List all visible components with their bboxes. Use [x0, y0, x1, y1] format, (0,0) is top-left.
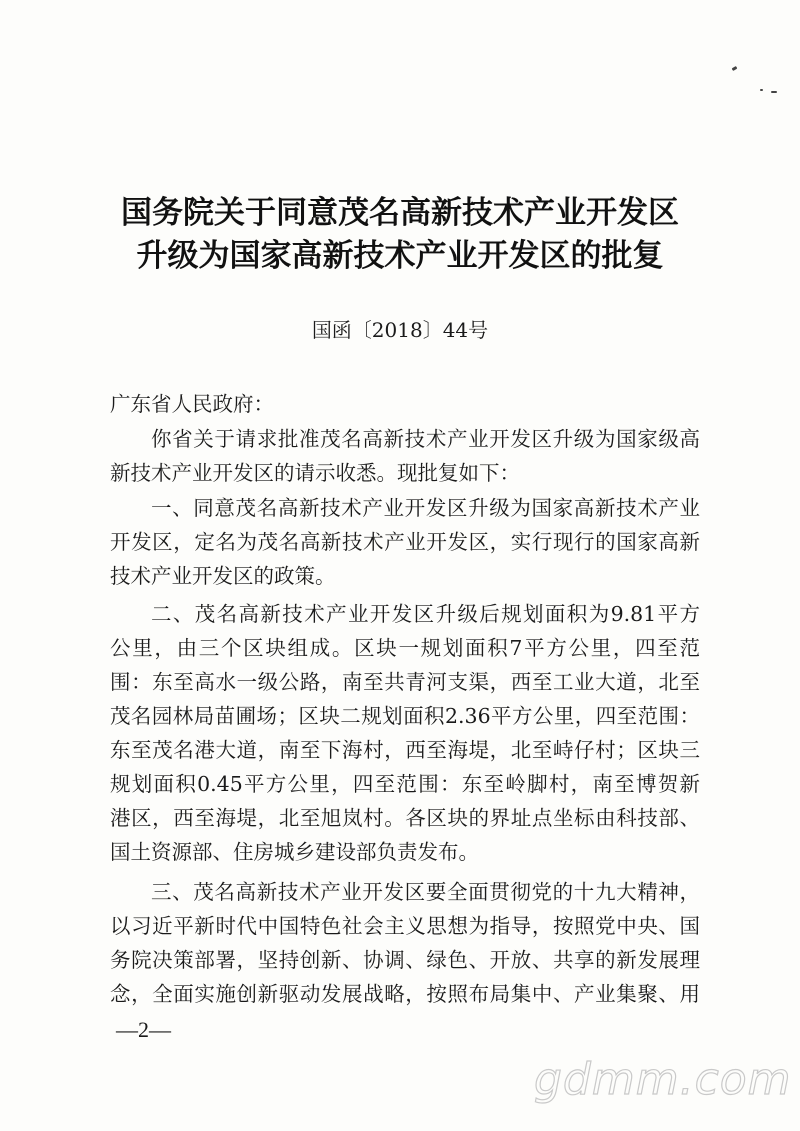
paragraph-line: 茂名园林局苗圃场；区块二规划面积2.36平方公里，四至范围：: [110, 704, 700, 728]
scan-speck: [771, 91, 777, 93]
scan-speck: [760, 89, 763, 91]
scan-speck: [732, 66, 738, 71]
paragraph-line: 以习近平新时代中国特色社会主义思想为指导，按照党中央、国: [110, 914, 700, 938]
document-title-line-2: 升级为国家高新技术产业开发区的批复: [136, 238, 664, 274]
salutation: 广东省人民政府：: [110, 392, 274, 416]
paragraph-line: 东至茂名港大道，南至下海村，西至海堤，北至峙仔村；区块三: [110, 738, 700, 762]
document-title-line-1: 国务院关于同意茂名高新技术产业开发区: [121, 195, 679, 231]
paragraph-line: 公里，由三个区块组成。区块一规划面积7平方公里，四至范: [110, 636, 700, 660]
paragraph-line: 围：东至高水一级公路，南至共青河支渠，西至工业大道，北至: [110, 670, 700, 694]
paragraph-line: 二、茂名高新技术产业开发区升级后规划面积为9.81平方: [151, 602, 700, 626]
site-watermark: gdmm.com: [534, 1054, 792, 1105]
paragraph-line: 港区，西至海堤，北至旭岚村。各区块的界址点坐标由科技部、: [110, 806, 700, 830]
document-number: 国函〔2018〕44号: [311, 318, 489, 342]
paragraph-line: 新技术产业开发区的请示收悉。现批复如下：: [110, 461, 520, 485]
paragraph-line: 规划面积0.45平方公里，四至范围：东至岭脚村，南至博贺新: [110, 772, 700, 796]
paragraph-line: 技术产业开发区的政策。: [110, 564, 336, 588]
paragraph-line: 你省关于请求批准茂名高新技术产业开发区升级为国家级高: [151, 427, 700, 451]
paragraph-line: 念，全面实施创新驱动发展战略，按照布局集中、产业集聚、用: [110, 982, 700, 1006]
paragraph-line: 一、同意茂名高新技术产业开发区升级为国家高新技术产业: [151, 496, 700, 520]
paragraph-line: 国土资源部、住房城乡建设部负责发布。: [110, 840, 479, 864]
page-number: —2—: [116, 1017, 171, 1042]
paragraph-line: 务院决策部署，坚持创新、协调、绿色、开放、共享的新发展理: [110, 948, 700, 972]
paragraph-line: 三、茂名高新技术产业开发区要全面贯彻党的十九大精神，: [151, 880, 700, 904]
paragraph-line: 开发区，定名为茂名高新技术产业开发区，实行现行的国家高新: [110, 530, 700, 554]
